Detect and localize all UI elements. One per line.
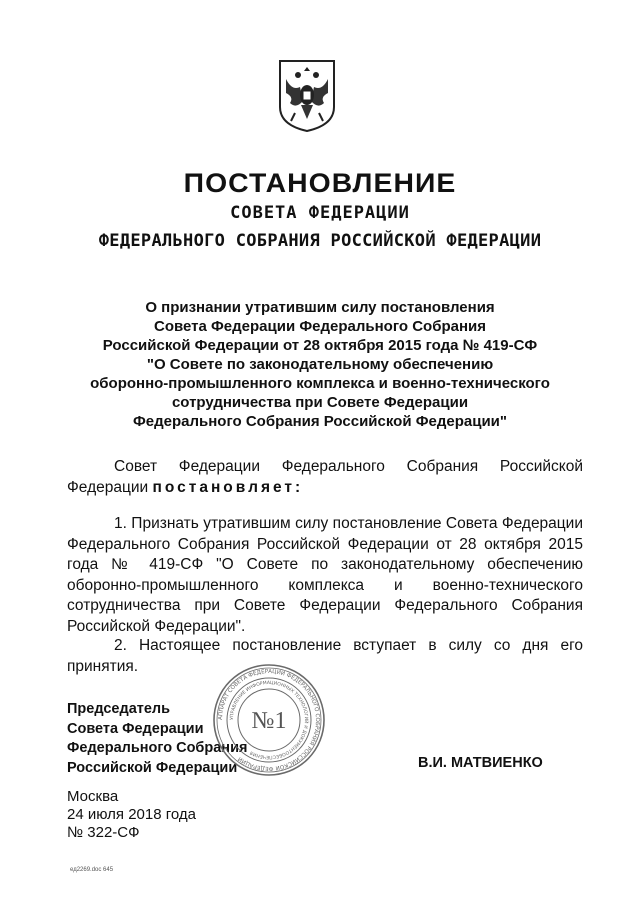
signatory-line: Федерального Собрания [67, 740, 248, 756]
title-line: Совета Федерации Федерального Собрания [153, 318, 487, 335]
issuer-subheading: ФЕДЕРАЛЬНОГО СОБРАНИЯ РОССИЙСКОЙ ФЕДЕРАЦИИ [98, 231, 542, 251]
document-number: № 322-СФ [67, 824, 140, 841]
resolution-title [60, 298, 580, 431]
signatory-line: Председатель [67, 701, 171, 717]
title-line: Российской Федерации от 28 октября 2015 года № 419-СФ [102, 337, 538, 354]
document-type-heading: ПОСТАНОВЛЕНИЕ [183, 168, 457, 198]
document-date: 24 июля 2018 года [67, 806, 196, 823]
signatory-name: В.И. МАТВИЕНКО [418, 755, 543, 771]
seal-number: №1 [251, 708, 287, 734]
signatory-line: Совета Федерации [67, 720, 204, 737]
signatory-line: Российской Федерации [67, 759, 238, 776]
item-1-paragraph [67, 514, 583, 637]
title-line: "О Совете по законодательному обеспечению [146, 356, 494, 373]
intro-paragraph [67, 457, 583, 498]
title-line: О признании утратившим силу постановления [145, 299, 495, 316]
intro-verb: постановляет: [152, 478, 304, 496]
title-line: Федерального Собрания Российской Федерации" [132, 413, 508, 430]
file-reference: ед2269.doc 645 [70, 867, 114, 873]
place-date-number [67, 788, 196, 842]
issuer-heading: СОВЕТА ФЕДЕРАЦИИ [230, 203, 410, 223]
title-line: оборонно-промышленного комплекса и военно-технического [90, 375, 550, 392]
intro-text: Совет Федерации Федерального Собрания Российской Федерации [67, 458, 583, 496]
item-2-text: 2. Настоящее постановление вступает в силу со дня его принятия. [67, 637, 583, 675]
city: Москва [67, 788, 119, 805]
coat-of-arms-icon [276, 57, 338, 133]
item-1-text: 1. Признать утратившим силу постановление Совета Федерации Федерального Собрания Российской Федерации от 28 октября 2015 года № 419-СФ "О Совете по законодательному обеспечению оборонно-промышленного комплекса и военно-технического сотрудничества при Совете Федерации Федерального Собрания Российской Федерации". [67, 515, 583, 635]
title-line: сотрудничества при Совете Федерации [171, 394, 469, 411]
seal-inner-text: УПРАВЛЕНИЕ ИНФОРМАЦИОННЫХ ТЕХНОЛОГИЙ И ДОКУМЕНТООБЕСПЕЧЕНИЯ [229, 680, 309, 760]
seal-ring-text: АППАРАТ СОВЕТА ФЕДЕРАЦИИ ФЕДЕРАЛЬНОГО СОБРАНИЯ РОССИЙСКОЙ ФЕДЕРАЦИИ [217, 668, 321, 772]
official-seal-stamp [211, 662, 327, 778]
